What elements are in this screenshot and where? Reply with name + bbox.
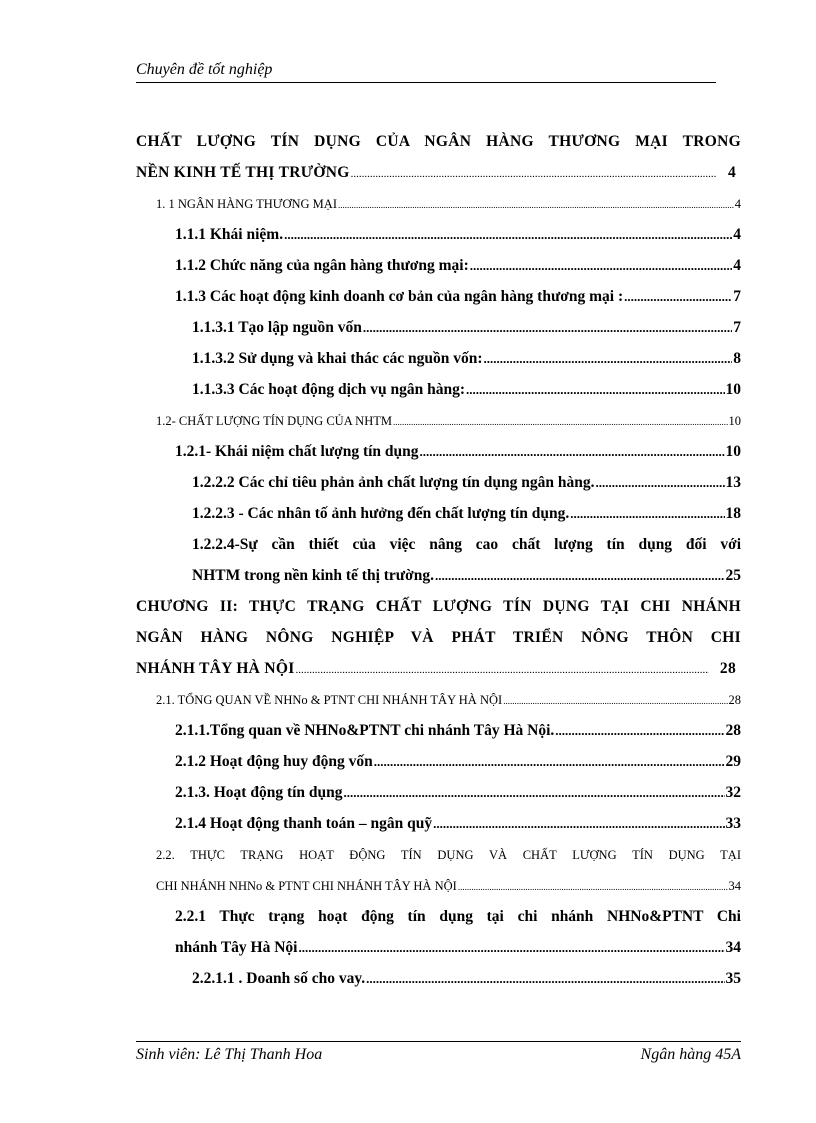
toc-page-number: 29 bbox=[725, 753, 741, 770]
toc-page-number: 32 bbox=[725, 784, 741, 801]
toc-page-number: 10 bbox=[725, 381, 741, 398]
toc-entry-2-2-1-line1[interactable]: 2.2.1 Thực trạng hoạt động tín dụng tại chi nhánh NHNo&PTNT Chi bbox=[175, 908, 741, 925]
toc-entry-1-2-2-3[interactable]: 1.2.2.3 - Các nhân tố ảnh hưởng đến chất lượng tín dụng. ..... 18 bbox=[136, 498, 741, 529]
toc-page-number: 35 bbox=[725, 970, 741, 987]
toc-entry-2-2-line2[interactable]: CHI NHÁNH NHNo & PTNT CHI NHÁNH TÂY HÀ NỘI ..... 34 bbox=[136, 870, 741, 901]
toc-entry-1-1-3-1[interactable]: 1.1.3.1 Tạo lập nguồn vốn ..... 7 bbox=[136, 312, 741, 343]
toc-chapter2-line2[interactable]: NGÂN HÀNG NÔNG NGHIỆP VÀ PHÁT TRIỂN NÔNG THÔN CHI bbox=[136, 629, 741, 646]
toc-entry-2-1[interactable]: 2.1. TỔNG QUAN VỀ NHNo & PTNT CHI NHÁNH TÂY HÀ NỘI ..... 28 bbox=[136, 684, 741, 715]
toc-chapter1-line2[interactable]: NỀN KINH TẾ THỊ TRƯỜNG ..... 4 bbox=[136, 157, 741, 188]
toc-entry-2-2-line1[interactable]: 2.2. THỰC TRẠNG HOẠT ĐỘNG TÍN DỤNG VÀ CHẤT LƯỢNG TÍN DỤNG TẠI bbox=[156, 848, 741, 862]
toc-entry-1-1-1[interactable]: 1.1.1 Khái niệm. ..... 4 bbox=[136, 219, 741, 250]
toc-entry-2-1-1[interactable]: 2.1.1.Tổng quan về NHNo&PTNT chi nhánh Tây Hà Nội. ..... 28 bbox=[136, 715, 741, 746]
toc-page-number: 7 bbox=[733, 319, 741, 336]
toc-entry-2-1-4[interactable]: 2.1.4 Hoạt động thanh toán – ngân quỹ ..... 33 bbox=[136, 808, 741, 839]
toc-page-number: 13 bbox=[725, 474, 741, 491]
toc-page-number: 28 bbox=[728, 693, 741, 707]
toc-entry-1-1-3-2[interactable]: 1.1.3.2 Sử dụng và khai thác các nguồn vốn: ..... 8 bbox=[136, 343, 741, 374]
toc-page-number: 25 bbox=[725, 567, 741, 584]
header-title: Chuyên đề tốt nghiệp bbox=[136, 61, 273, 78]
toc-chapter2-line3[interactable]: NHÁNH TÂY HÀ NỘI ..... 28 bbox=[136, 653, 741, 684]
toc-entry-1-2-2-2[interactable]: 1.2.2.2 Các chỉ tiêu phản ảnh chất lượng tín dụng ngân hàng. ..... 13 bbox=[136, 467, 741, 498]
toc-chapter2-line1[interactable]: CHƯƠNG II: THỰC TRẠNG CHẤT LƯỢNG TÍN DỤNG TẠI CHI NHÁNH bbox=[136, 598, 741, 615]
toc-entry-2-2-1-line2[interactable]: nhánh Tây Hà Nội ..... 34 bbox=[136, 932, 741, 963]
toc-entry-2-1-2[interactable]: 2.1.2 Hoạt động huy động vốn ..... 29 bbox=[136, 746, 741, 777]
toc-entry-1-1-3-3[interactable]: 1.1.3.3 Các hoạt động dịch vụ ngân hàng: ..... 10 bbox=[136, 374, 741, 405]
toc-page-number: 4 bbox=[733, 226, 741, 243]
toc-page-number: 4 bbox=[727, 164, 736, 181]
toc-entry-2-1-3[interactable]: 2.1.3. Hoạt động tín dụng ..... 32 bbox=[136, 777, 741, 808]
toc-page-number: 34 bbox=[725, 939, 741, 956]
toc-page-number: 18 bbox=[725, 505, 741, 522]
toc-page-number: 7 bbox=[733, 288, 741, 305]
toc-entry-1-2-1[interactable]: 1.2.1- Khái niệm chất lượng tín dụng ..... 10 bbox=[136, 436, 741, 467]
toc-entry-1-2-2-4-line1[interactable]: 1.2.2.4-Sự cần thiết của việc nâng cao chất lượng tín dụng đối với bbox=[192, 536, 741, 553]
toc-chapter1-line1[interactable]: CHẤT LƯỢNG TÍN DỤNG CỦA NGÂN HÀNG THƯƠNG MẠI TRONG bbox=[136, 133, 741, 150]
toc-entry-1-1[interactable]: 1. 1 NGÂN HÀNG THƯƠNG MẠI ..... 4 bbox=[136, 188, 741, 219]
toc-entry-1-1-3[interactable]: 1.1.3 Các hoạt động kinh doanh cơ bản của ngân hàng thương mại : ..... 7 bbox=[136, 281, 741, 312]
toc-page-number: 33 bbox=[725, 815, 741, 832]
toc-page-number: 28 bbox=[725, 722, 741, 739]
toc-page-number: 34 bbox=[728, 879, 741, 893]
toc-entry-1-2[interactable]: 1.2- CHẤT LƯỢNG TÍN DỤNG CỦA NHTM ..... 10 bbox=[136, 405, 741, 436]
toc-page-number: 10 bbox=[725, 443, 741, 460]
toc-entry-1-1-2[interactable]: 1.1.2 Chức năng của ngân hàng thương mại: ..... 4 bbox=[136, 250, 741, 281]
footer-student-name: Sinh viên: Lê Thị Thanh Hoa bbox=[136, 1046, 323, 1063]
footer-class-name: Ngân hàng 45A bbox=[640, 1046, 741, 1063]
toc-page-number: 10 bbox=[728, 414, 741, 428]
page-footer bbox=[136, 1041, 741, 1068]
toc-page-number: 28 bbox=[719, 660, 736, 677]
toc-page-number: 4 bbox=[734, 197, 741, 211]
table-of-contents bbox=[136, 126, 741, 994]
page-header bbox=[136, 58, 716, 83]
toc-entry-1-2-2-4-line2[interactable]: NHTM trong nền kinh tế thị trường. ..... 25 bbox=[136, 560, 741, 591]
toc-entry-2-2-1-1[interactable]: 2.2.1.1 . Doanh số cho vay. ..... 35 bbox=[136, 963, 741, 994]
toc-page-number: 4 bbox=[733, 257, 741, 274]
toc-page-number: 8 bbox=[733, 350, 741, 367]
